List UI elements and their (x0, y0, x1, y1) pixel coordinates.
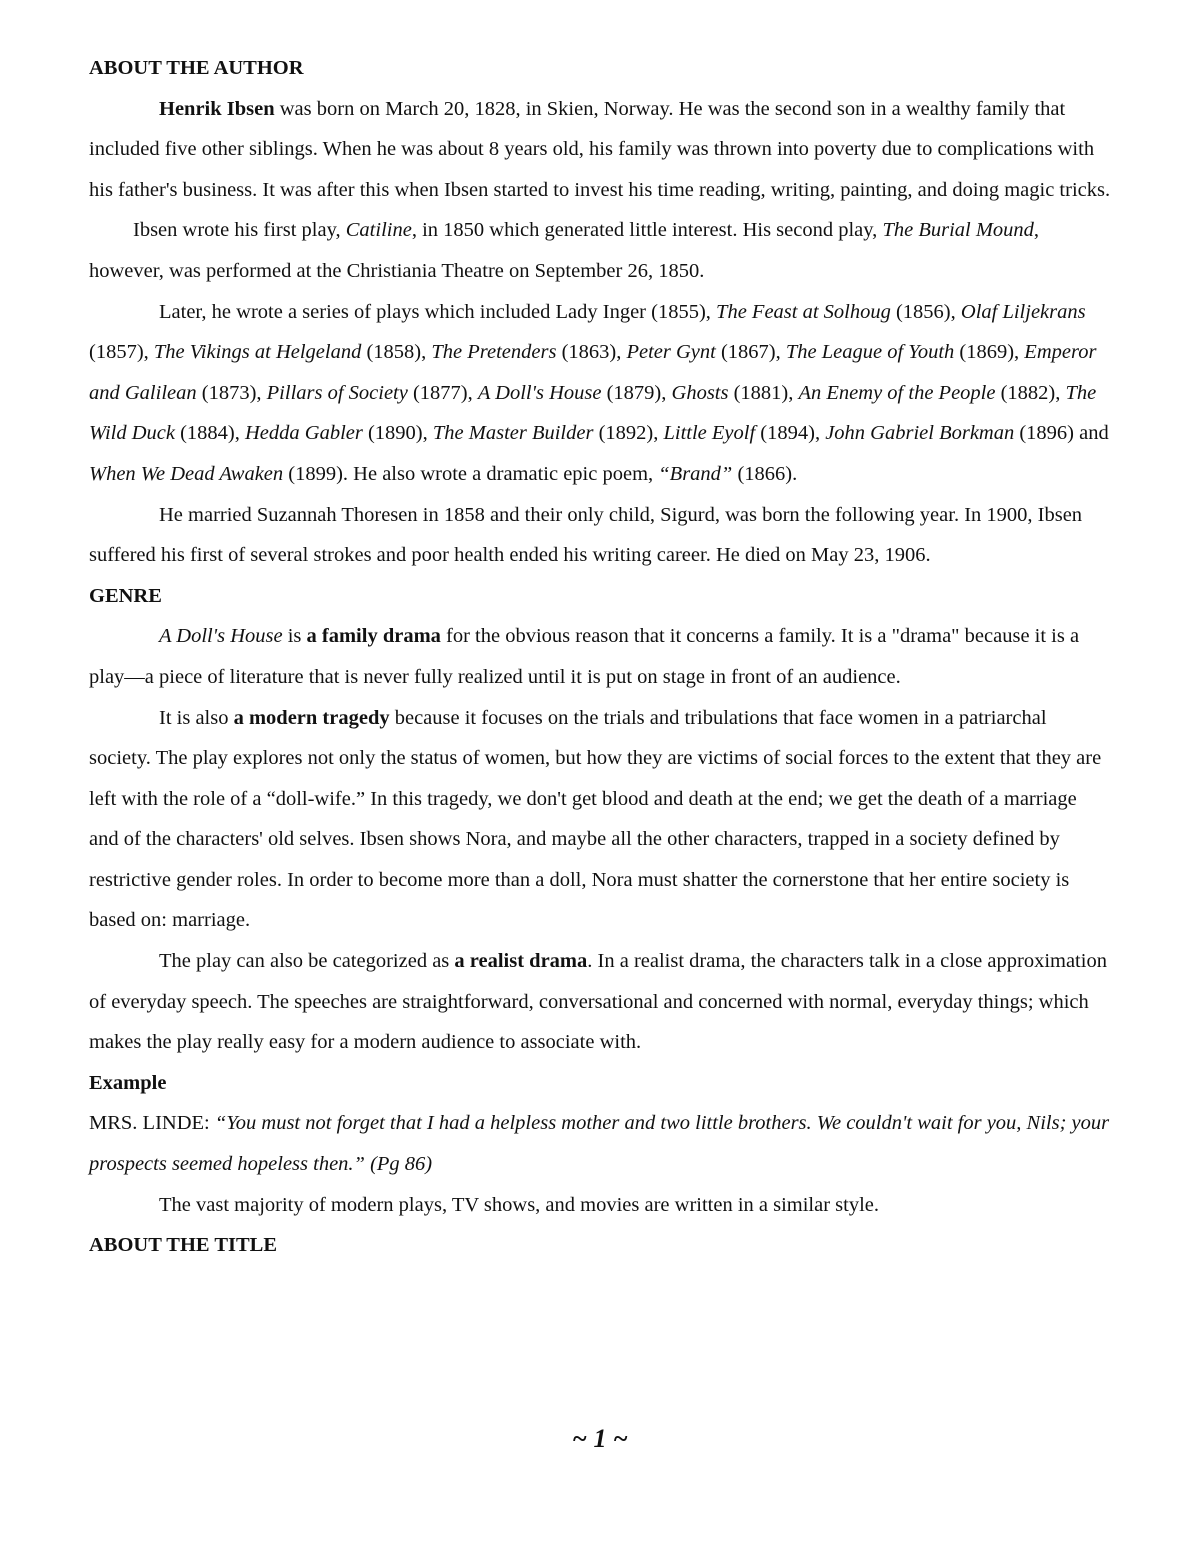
play-title: John Gabriel Borkman (825, 422, 1015, 445)
paragraph-author-bio: Henrik Ibsen was born on March 20, 1828, in Skien, Norway. He was the second son in a wealthy family that included five other siblings. When he was about 8 years old, his family was thrown into poverty due to complications with his father's business. It was after this when Ibsen started to invest his time reading, writing, painting, and doing magic tricks. (89, 97, 1111, 201)
paragraph-marriage-death: He married Suzannah Thoresen in 1858 and their only child, Sigurd, was born the following year. In 1900, Ibsen suffered his first of several strokes and poor health ended his writing career. He died on May 23, 1906. (89, 503, 1083, 567)
play-title: The League of Youth (785, 341, 955, 364)
play-title: A Doll's House (477, 381, 602, 404)
play-title: The Wild Duck (89, 381, 1097, 445)
quote-text: “You must not forget that I had a helpless mother and two little brothers. We couldn't wait for you, Nils; your prospects seemed hopeless then.” (Pg 86) (89, 1112, 1110, 1176)
play-title: Emperor and Galilean (89, 341, 1097, 404)
paragraph-first-plays: Ibsen wrote his first play, Catiline, in 1850 which generated little interest. His second play, The Burial Mound, however, was performed at the Christiania Theatre on September 26, 1850. (89, 219, 1040, 282)
play-title: Little Eyolf (663, 422, 756, 445)
example-heading: Example (89, 1071, 167, 1094)
play-title: Olaf Liljekrans (960, 300, 1086, 323)
play-title: Peter Gynt (626, 341, 716, 364)
author-name: Henrik Ibsen (159, 97, 275, 120)
example-quote (89, 1103, 1111, 1184)
play-title: An Enemy of the People (798, 381, 996, 404)
play-title: The Vikings at Helgeland (153, 341, 362, 364)
play-title: Catiline (345, 219, 412, 242)
speaker-name: MRS. LINDE: (89, 1112, 215, 1135)
section-heading-about-author: ABOUT THE AUTHOR (89, 57, 304, 79)
play-title: When We Dead Awaken (89, 462, 284, 485)
page-number: ~ 1 ~ (572, 1424, 628, 1453)
genre-term: a realist drama (454, 950, 588, 973)
play-title: The Pretenders (431, 341, 557, 364)
play-title: A Doll's House (159, 625, 283, 648)
play-title: The Burial Mound (882, 219, 1034, 242)
play-title: Ghosts (671, 381, 729, 404)
play-title: “Brand” (658, 462, 733, 485)
document-page (89, 48, 1111, 1266)
genre-term: a modern tragedy (233, 706, 390, 729)
paragraph-modern-tragedy: It is also a modern tragedy because it focuses on the trials and tribulations that face women in a patriarchal society. The play explores not only the status of women, but how they are victims of social forces to the extent that they are left with the role of a “doll-wife.” In this tragedy, we don't get blood and death at the end; we get the death of a marriage and of the characters' old selves. Ibsen shows Nora, and maybe all the other characters, trapped in a society defined by restrictive gender roles. In order to become more than a doll, Nora must shatter the cornerstone that her entire society is based on: marriage. (89, 706, 1102, 932)
play-title: Hedda Gabler (245, 422, 363, 445)
section-heading-about-title: ABOUT THE TITLE (89, 1234, 278, 1257)
play-title: The Master Builder (432, 422, 594, 445)
genre-term: a family drama (306, 625, 441, 648)
play-title: Pillars of Society (266, 381, 408, 404)
paragraph-play-list: Later, he wrote a series of plays which included Lady Inger (1855), The Feast at Solhoug (1856), Olaf Liljekrans (1857), The Vikings at Helgeland (1858), The Pretenders (1863), Peter Gynt (1867), The League of Youth (1869), Emperor and Galilean (1873), Pillars of Society (1877), A Doll's House (1879), Ghosts (1881), An Enemy of the People (1882), The Wild Duck (1884), Hedda Gabler (1890), The Master Builder (1892), Little Eyolf (1894), John Gabriel Borkman (1896) and When We Dead Awaken (1899). He also wrote a dramatic epic poem, “Brand” (1866). (89, 300, 1109, 485)
paragraph-family-drama: A Doll's House is a family drama for the obvious reason that it concerns a family. It is a "drama" because it is a play—a piece of literature that is never fully realized until it is put on stage in front of an audience. (89, 625, 1080, 688)
section-heading-genre: GENRE (89, 584, 162, 607)
paragraph-realist-drama: The play can also be categorized as a realist drama. In a realist drama, the characters talk in a close approximation of everyday speech. The speeches are straightforward, conversational and concerned with normal, everyday things; which makes the play really easy for a modern audience to associate with. (89, 950, 1107, 1054)
paragraph-similar-style: The vast majority of modern plays, TV shows, and movies are written in a similar style. (159, 1193, 880, 1216)
play-title: The Feast at Solhoug (716, 300, 891, 323)
